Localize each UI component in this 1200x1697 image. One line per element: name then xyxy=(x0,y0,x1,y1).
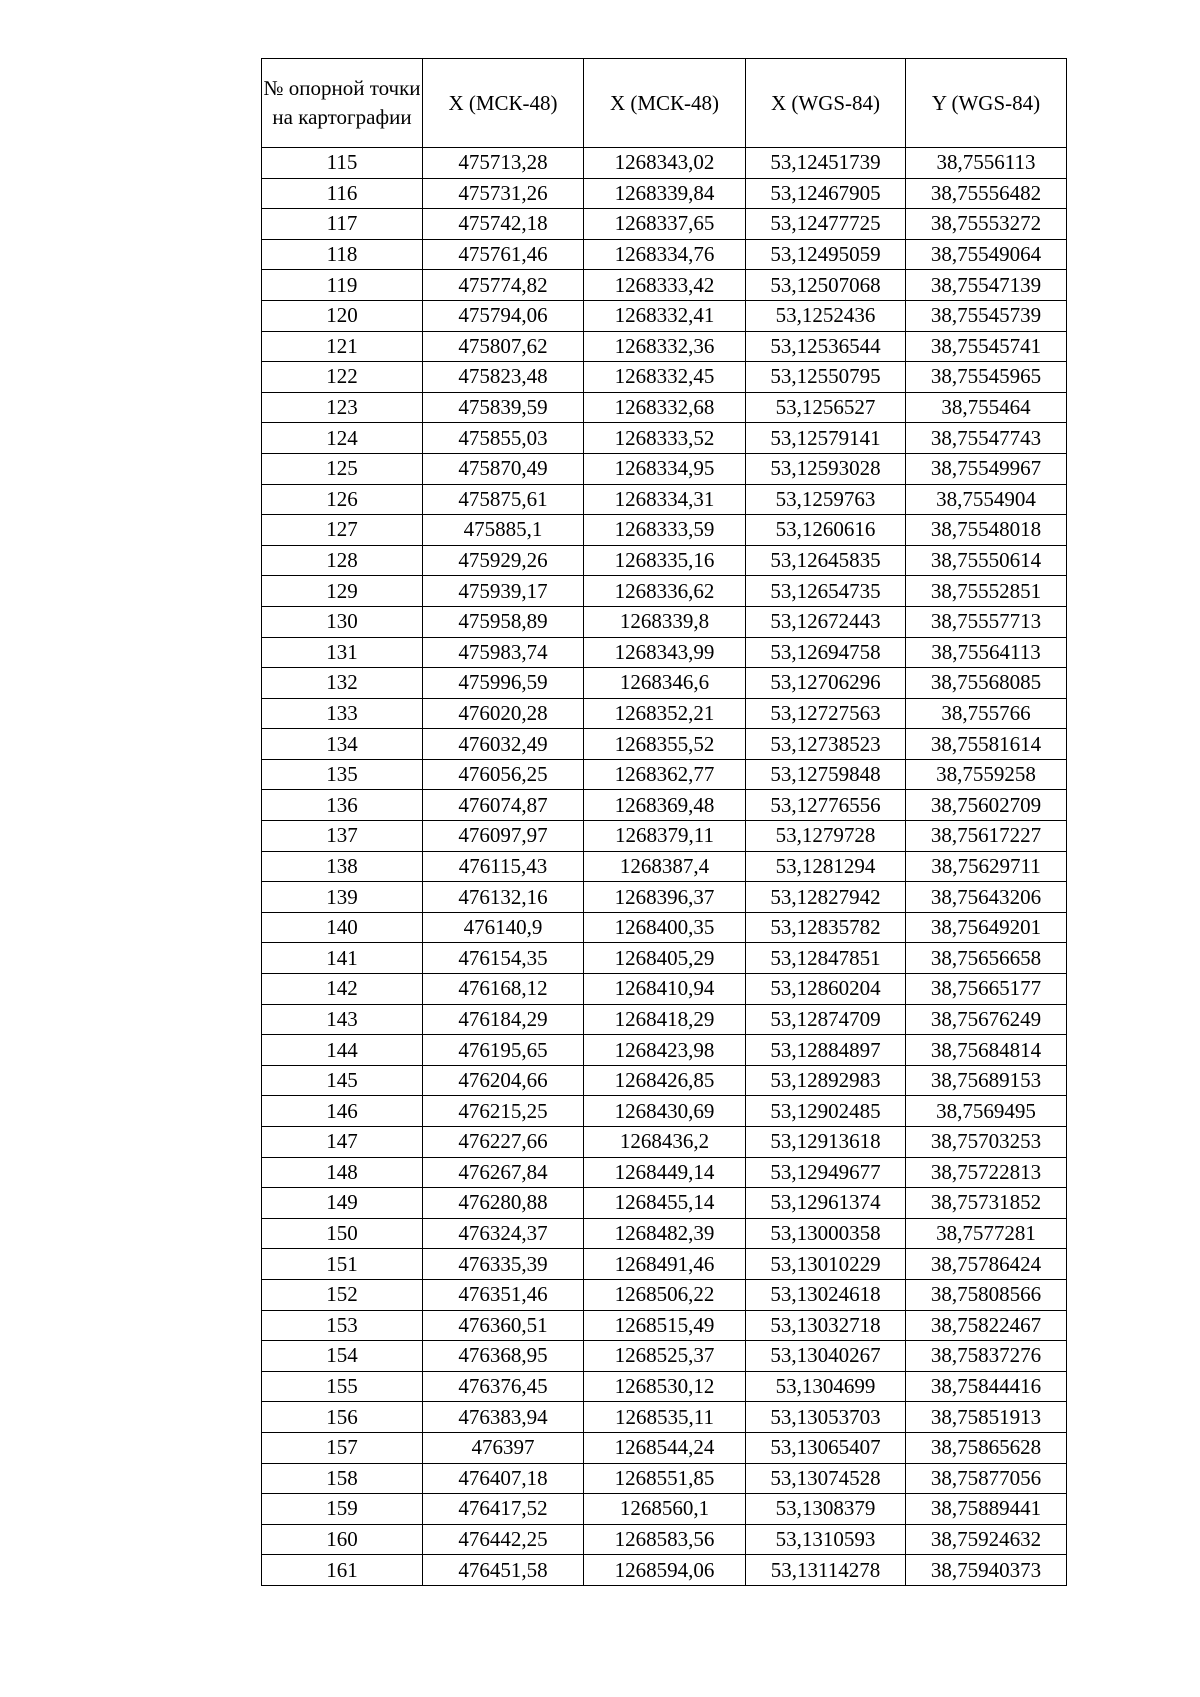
cell-point-number: 145 xyxy=(262,1065,423,1096)
table-row xyxy=(262,362,1067,393)
cell-x-msk48-second: 1268560,1 xyxy=(584,1494,746,1525)
table-row xyxy=(262,148,1067,179)
table-row xyxy=(262,484,1067,515)
cell-point-number: 152 xyxy=(262,1279,423,1310)
cell-x-msk48-second: 1268400,35 xyxy=(584,912,746,943)
table-row xyxy=(262,851,1067,882)
cell-x-wgs84: 53,13000358 xyxy=(746,1218,906,1249)
table-row xyxy=(262,1127,1067,1158)
cell-x-msk48: 476168,12 xyxy=(423,974,584,1005)
cell-y-wgs84: 38,75552851 xyxy=(906,576,1067,607)
cell-y-wgs84: 38,75865628 xyxy=(906,1432,1067,1463)
cell-x-wgs84: 53,12902485 xyxy=(746,1096,906,1127)
cell-x-wgs84: 53,12477725 xyxy=(746,209,906,240)
table-row xyxy=(262,1188,1067,1219)
cell-x-msk48: 476132,16 xyxy=(423,882,584,913)
cell-x-msk48: 476115,43 xyxy=(423,851,584,882)
cell-y-wgs84: 38,75643206 xyxy=(906,882,1067,913)
cell-y-wgs84: 38,7556113 xyxy=(906,148,1067,179)
table-row xyxy=(262,882,1067,913)
cell-x-msk48-second: 1268583,56 xyxy=(584,1524,746,1555)
cell-x-msk48-second: 1268343,99 xyxy=(584,637,746,668)
cell-x-wgs84: 53,13024618 xyxy=(746,1279,906,1310)
cell-y-wgs84: 38,755766 xyxy=(906,698,1067,729)
cell-y-wgs84: 38,75649201 xyxy=(906,912,1067,943)
cell-y-wgs84: 38,75822467 xyxy=(906,1310,1067,1341)
cell-x-msk48-second: 1268339,8 xyxy=(584,606,746,637)
cell-y-wgs84: 38,7554904 xyxy=(906,484,1067,515)
cell-y-wgs84: 38,755464 xyxy=(906,392,1067,423)
table-row xyxy=(262,1218,1067,1249)
cell-x-msk48: 476360,51 xyxy=(423,1310,584,1341)
cell-point-number: 121 xyxy=(262,331,423,362)
cell-y-wgs84: 38,75550614 xyxy=(906,545,1067,576)
cell-x-msk48-second: 1268506,22 xyxy=(584,1279,746,1310)
cell-point-number: 148 xyxy=(262,1157,423,1188)
cell-x-wgs84: 53,12467905 xyxy=(746,178,906,209)
cell-x-msk48: 475761,46 xyxy=(423,239,584,270)
table-row xyxy=(262,729,1067,760)
cell-x-msk48: 476074,87 xyxy=(423,790,584,821)
cell-x-msk48-second: 1268332,68 xyxy=(584,392,746,423)
cell-x-wgs84: 53,1279728 xyxy=(746,821,906,852)
cell-x-msk48-second: 1268332,41 xyxy=(584,300,746,331)
table-row xyxy=(262,1310,1067,1341)
cell-x-msk48: 475855,03 xyxy=(423,423,584,454)
table-row xyxy=(262,1463,1067,1494)
cell-x-wgs84: 53,1281294 xyxy=(746,851,906,882)
cell-x-msk48-second: 1268336,62 xyxy=(584,576,746,607)
cell-y-wgs84: 38,75808566 xyxy=(906,1279,1067,1310)
table-row xyxy=(262,606,1067,637)
table-row xyxy=(262,423,1067,454)
cell-x-msk48: 475742,18 xyxy=(423,209,584,240)
cell-x-msk48-second: 1268515,49 xyxy=(584,1310,746,1341)
cell-y-wgs84: 38,75547139 xyxy=(906,270,1067,301)
cell-x-msk48-second: 1268335,16 xyxy=(584,545,746,576)
cell-x-wgs84: 53,12706296 xyxy=(746,668,906,699)
cell-point-number: 160 xyxy=(262,1524,423,1555)
table-row xyxy=(262,759,1067,790)
cell-y-wgs84: 38,7577281 xyxy=(906,1218,1067,1249)
cell-x-wgs84: 53,1304699 xyxy=(746,1371,906,1402)
cell-x-msk48-second: 1268455,14 xyxy=(584,1188,746,1219)
cell-x-msk48: 476335,39 xyxy=(423,1249,584,1280)
cell-x-msk48: 476267,84 xyxy=(423,1157,584,1188)
cell-y-wgs84: 38,75568085 xyxy=(906,668,1067,699)
cell-point-number: 125 xyxy=(262,453,423,484)
cell-x-wgs84: 53,1308379 xyxy=(746,1494,906,1525)
table-row xyxy=(262,300,1067,331)
cell-y-wgs84: 38,75844416 xyxy=(906,1371,1067,1402)
cell-x-wgs84: 53,12593028 xyxy=(746,453,906,484)
table-row xyxy=(262,1555,1067,1586)
table-header xyxy=(262,59,1067,148)
cell-point-number: 158 xyxy=(262,1463,423,1494)
cell-point-number: 151 xyxy=(262,1249,423,1280)
cell-y-wgs84: 38,75557713 xyxy=(906,606,1067,637)
cell-x-wgs84: 53,12759848 xyxy=(746,759,906,790)
table-row xyxy=(262,392,1067,423)
table-row xyxy=(262,943,1067,974)
cell-x-msk48-second: 1268426,85 xyxy=(584,1065,746,1096)
table-row xyxy=(262,239,1067,270)
cell-point-number: 116 xyxy=(262,178,423,209)
cell-x-wgs84: 53,13032718 xyxy=(746,1310,906,1341)
cell-y-wgs84: 38,75703253 xyxy=(906,1127,1067,1158)
cell-x-msk48: 475983,74 xyxy=(423,637,584,668)
cell-point-number: 130 xyxy=(262,606,423,637)
cell-x-wgs84: 53,12579141 xyxy=(746,423,906,454)
cell-x-msk48: 475870,49 xyxy=(423,453,584,484)
table-row xyxy=(262,576,1067,607)
cell-point-number: 144 xyxy=(262,1035,423,1066)
cell-x-wgs84: 53,12892983 xyxy=(746,1065,906,1096)
table-row xyxy=(262,515,1067,546)
cell-y-wgs84: 38,75549064 xyxy=(906,239,1067,270)
cell-y-wgs84: 38,75545741 xyxy=(906,331,1067,362)
cell-x-msk48-second: 1268491,46 xyxy=(584,1249,746,1280)
cell-x-msk48-second: 1268544,24 xyxy=(584,1432,746,1463)
cell-y-wgs84: 38,7569495 xyxy=(906,1096,1067,1127)
cell-x-wgs84: 53,12835782 xyxy=(746,912,906,943)
table-row xyxy=(262,698,1067,729)
cell-point-number: 129 xyxy=(262,576,423,607)
cell-x-wgs84: 53,12884897 xyxy=(746,1035,906,1066)
cell-x-msk48: 476184,29 xyxy=(423,1004,584,1035)
cell-x-msk48-second: 1268339,84 xyxy=(584,178,746,209)
cell-x-wgs84: 53,12961374 xyxy=(746,1188,906,1219)
cell-x-msk48-second: 1268482,39 xyxy=(584,1218,746,1249)
cell-x-wgs84: 53,12949677 xyxy=(746,1157,906,1188)
coordinates-table xyxy=(261,58,1067,1586)
cell-x-msk48-second: 1268369,48 xyxy=(584,790,746,821)
cell-x-msk48: 475875,61 xyxy=(423,484,584,515)
cell-point-number: 147 xyxy=(262,1127,423,1158)
cell-point-number: 150 xyxy=(262,1218,423,1249)
cell-x-wgs84: 53,12874709 xyxy=(746,1004,906,1035)
cell-x-wgs84: 53,13040267 xyxy=(746,1341,906,1372)
cell-point-number: 149 xyxy=(262,1188,423,1219)
table-row xyxy=(262,545,1067,576)
cell-y-wgs84: 38,75656658 xyxy=(906,943,1067,974)
cell-x-msk48: 476442,25 xyxy=(423,1524,584,1555)
cell-point-number: 136 xyxy=(262,790,423,821)
cell-x-wgs84: 53,1260616 xyxy=(746,515,906,546)
table-body xyxy=(262,148,1067,1586)
cell-x-msk48: 476215,25 xyxy=(423,1096,584,1127)
cell-x-msk48: 476376,45 xyxy=(423,1371,584,1402)
cell-x-wgs84: 53,12727563 xyxy=(746,698,906,729)
cell-x-msk48-second: 1268405,29 xyxy=(584,943,746,974)
cell-y-wgs84: 38,75547743 xyxy=(906,423,1067,454)
cell-x-msk48-second: 1268396,37 xyxy=(584,882,746,913)
cell-point-number: 143 xyxy=(262,1004,423,1035)
cell-y-wgs84: 38,75851913 xyxy=(906,1402,1067,1433)
cell-y-wgs84: 38,75553272 xyxy=(906,209,1067,240)
table-row xyxy=(262,668,1067,699)
cell-point-number: 128 xyxy=(262,545,423,576)
cell-x-msk48: 476032,49 xyxy=(423,729,584,760)
cell-point-number: 119 xyxy=(262,270,423,301)
cell-x-wgs84: 53,12738523 xyxy=(746,729,906,760)
cell-x-msk48-second: 1268594,06 xyxy=(584,1555,746,1586)
cell-x-msk48: 476154,35 xyxy=(423,943,584,974)
cell-y-wgs84: 38,75689153 xyxy=(906,1065,1067,1096)
cell-point-number: 159 xyxy=(262,1494,423,1525)
cell-point-number: 115 xyxy=(262,148,423,179)
cell-x-msk48: 475713,28 xyxy=(423,148,584,179)
cell-x-wgs84: 53,12645835 xyxy=(746,545,906,576)
cell-y-wgs84: 38,75549967 xyxy=(906,453,1067,484)
cell-x-msk48: 475885,1 xyxy=(423,515,584,546)
cell-x-msk48-second: 1268352,21 xyxy=(584,698,746,729)
cell-y-wgs84: 38,75581614 xyxy=(906,729,1067,760)
cell-y-wgs84: 38,75602709 xyxy=(906,790,1067,821)
table-row xyxy=(262,1402,1067,1433)
cell-point-number: 156 xyxy=(262,1402,423,1433)
cell-x-wgs84: 53,13074528 xyxy=(746,1463,906,1494)
cell-x-wgs84: 53,1310593 xyxy=(746,1524,906,1555)
cell-x-wgs84: 53,12860204 xyxy=(746,974,906,1005)
cell-x-msk48: 475939,17 xyxy=(423,576,584,607)
cell-x-msk48-second: 1268333,59 xyxy=(584,515,746,546)
cell-y-wgs84: 38,75877056 xyxy=(906,1463,1067,1494)
cell-x-wgs84: 53,12913618 xyxy=(746,1127,906,1158)
header-point-number: № опорной точки на картографии xyxy=(262,59,423,148)
cell-x-msk48: 476140,9 xyxy=(423,912,584,943)
cell-x-msk48: 476351,46 xyxy=(423,1279,584,1310)
cell-x-msk48-second: 1268332,45 xyxy=(584,362,746,393)
cell-point-number: 123 xyxy=(262,392,423,423)
cell-x-msk48-second: 1268387,4 xyxy=(584,851,746,882)
table-row xyxy=(262,1096,1067,1127)
cell-x-wgs84: 53,1252436 xyxy=(746,300,906,331)
cell-x-wgs84: 53,1259763 xyxy=(746,484,906,515)
table-row xyxy=(262,1524,1067,1555)
table-row xyxy=(262,637,1067,668)
cell-y-wgs84: 38,75564113 xyxy=(906,637,1067,668)
table-row xyxy=(262,1341,1067,1372)
cell-x-msk48: 475774,82 xyxy=(423,270,584,301)
cell-x-wgs84: 53,12451739 xyxy=(746,148,906,179)
cell-x-msk48: 476397 xyxy=(423,1432,584,1463)
table-row xyxy=(262,1279,1067,1310)
cell-x-msk48: 475794,06 xyxy=(423,300,584,331)
table-row xyxy=(262,1157,1067,1188)
cell-x-msk48-second: 1268334,31 xyxy=(584,484,746,515)
table-row xyxy=(262,209,1067,240)
cell-x-msk48: 476280,88 xyxy=(423,1188,584,1219)
cell-y-wgs84: 38,75837276 xyxy=(906,1341,1067,1372)
cell-y-wgs84: 38,75940373 xyxy=(906,1555,1067,1586)
cell-point-number: 118 xyxy=(262,239,423,270)
cell-x-msk48: 476020,28 xyxy=(423,698,584,729)
cell-x-wgs84: 53,1256527 xyxy=(746,392,906,423)
cell-x-msk48: 476407,18 xyxy=(423,1463,584,1494)
cell-point-number: 157 xyxy=(262,1432,423,1463)
cell-x-msk48-second: 1268379,11 xyxy=(584,821,746,852)
cell-x-msk48: 476451,58 xyxy=(423,1555,584,1586)
cell-x-msk48-second: 1268346,6 xyxy=(584,668,746,699)
header-y-wgs84: Y (WGS-84) xyxy=(906,59,1067,148)
cell-y-wgs84: 38,75545965 xyxy=(906,362,1067,393)
header-x-wgs84: X (WGS-84) xyxy=(746,59,906,148)
cell-y-wgs84: 38,75786424 xyxy=(906,1249,1067,1280)
cell-x-msk48: 476324,37 xyxy=(423,1218,584,1249)
cell-x-msk48: 475731,26 xyxy=(423,178,584,209)
cell-y-wgs84: 38,75617227 xyxy=(906,821,1067,852)
cell-x-msk48-second: 1268423,98 xyxy=(584,1035,746,1066)
cell-x-msk48: 475807,62 xyxy=(423,331,584,362)
cell-x-wgs84: 53,12536544 xyxy=(746,331,906,362)
table-row xyxy=(262,790,1067,821)
cell-x-wgs84: 53,13065407 xyxy=(746,1432,906,1463)
cell-point-number: 132 xyxy=(262,668,423,699)
cell-x-msk48-second: 1268343,02 xyxy=(584,148,746,179)
cell-point-number: 127 xyxy=(262,515,423,546)
cell-x-msk48-second: 1268355,52 xyxy=(584,729,746,760)
cell-point-number: 133 xyxy=(262,698,423,729)
cell-y-wgs84: 38,75924632 xyxy=(906,1524,1067,1555)
cell-point-number: 155 xyxy=(262,1371,423,1402)
cell-y-wgs84: 38,75556482 xyxy=(906,178,1067,209)
cell-x-msk48: 475958,89 xyxy=(423,606,584,637)
cell-x-msk48-second: 1268333,42 xyxy=(584,270,746,301)
cell-y-wgs84: 38,75629711 xyxy=(906,851,1067,882)
cell-point-number: 146 xyxy=(262,1096,423,1127)
cell-x-msk48-second: 1268333,52 xyxy=(584,423,746,454)
cell-point-number: 139 xyxy=(262,882,423,913)
cell-x-msk48-second: 1268535,11 xyxy=(584,1402,746,1433)
cell-point-number: 120 xyxy=(262,300,423,331)
cell-y-wgs84: 38,75548018 xyxy=(906,515,1067,546)
cell-point-number: 142 xyxy=(262,974,423,1005)
cell-x-msk48-second: 1268332,36 xyxy=(584,331,746,362)
cell-y-wgs84: 38,75676249 xyxy=(906,1004,1067,1035)
table-row xyxy=(262,1004,1067,1035)
cell-x-wgs84: 53,12654735 xyxy=(746,576,906,607)
cell-x-msk48-second: 1268525,37 xyxy=(584,1341,746,1372)
table-row xyxy=(262,821,1067,852)
cell-x-msk48: 476227,66 xyxy=(423,1127,584,1158)
cell-x-msk48: 475823,48 xyxy=(423,362,584,393)
cell-y-wgs84: 38,75684814 xyxy=(906,1035,1067,1066)
cell-x-msk48: 476056,25 xyxy=(423,759,584,790)
cell-point-number: 117 xyxy=(262,209,423,240)
cell-point-number: 138 xyxy=(262,851,423,882)
cell-x-msk48: 475996,59 xyxy=(423,668,584,699)
cell-x-wgs84: 53,12694758 xyxy=(746,637,906,668)
table-row xyxy=(262,1494,1067,1525)
cell-x-msk48: 476097,97 xyxy=(423,821,584,852)
cell-point-number: 131 xyxy=(262,637,423,668)
cell-x-wgs84: 53,12672443 xyxy=(746,606,906,637)
cell-x-msk48-second: 1268362,77 xyxy=(584,759,746,790)
table-row xyxy=(262,270,1067,301)
cell-x-msk48-second: 1268410,94 xyxy=(584,974,746,1005)
cell-x-wgs84: 53,12827942 xyxy=(746,882,906,913)
cell-x-msk48-second: 1268334,76 xyxy=(584,239,746,270)
cell-x-msk48: 476195,65 xyxy=(423,1035,584,1066)
cell-x-msk48-second: 1268430,69 xyxy=(584,1096,746,1127)
cell-x-msk48-second: 1268418,29 xyxy=(584,1004,746,1035)
cell-x-msk48: 475839,59 xyxy=(423,392,584,423)
cell-point-number: 161 xyxy=(262,1555,423,1586)
cell-y-wgs84: 38,75889441 xyxy=(906,1494,1067,1525)
cell-x-msk48-second: 1268334,95 xyxy=(584,453,746,484)
table-row xyxy=(262,1035,1067,1066)
cell-x-msk48-second: 1268530,12 xyxy=(584,1371,746,1402)
table-row xyxy=(262,1432,1067,1463)
cell-x-wgs84: 53,13053703 xyxy=(746,1402,906,1433)
cell-x-wgs84: 53,12847851 xyxy=(746,943,906,974)
table-row xyxy=(262,974,1067,1005)
table-row xyxy=(262,331,1067,362)
table-row xyxy=(262,178,1067,209)
cell-x-msk48-second: 1268337,65 xyxy=(584,209,746,240)
cell-point-number: 126 xyxy=(262,484,423,515)
cell-point-number: 140 xyxy=(262,912,423,943)
cell-x-msk48: 476204,66 xyxy=(423,1065,584,1096)
cell-x-msk48-second: 1268449,14 xyxy=(584,1157,746,1188)
cell-point-number: 141 xyxy=(262,943,423,974)
cell-x-wgs84: 53,12550795 xyxy=(746,362,906,393)
cell-x-wgs84: 53,12776556 xyxy=(746,790,906,821)
cell-y-wgs84: 38,75722813 xyxy=(906,1157,1067,1188)
cell-x-msk48: 476368,95 xyxy=(423,1341,584,1372)
table-row xyxy=(262,1065,1067,1096)
header-row xyxy=(262,59,1067,148)
cell-point-number: 154 xyxy=(262,1341,423,1372)
cell-x-wgs84: 53,12495059 xyxy=(746,239,906,270)
cell-x-msk48: 476383,94 xyxy=(423,1402,584,1433)
cell-y-wgs84: 38,7559258 xyxy=(906,759,1067,790)
cell-x-wgs84: 53,12507068 xyxy=(746,270,906,301)
cell-point-number: 135 xyxy=(262,759,423,790)
cell-point-number: 153 xyxy=(262,1310,423,1341)
cell-point-number: 122 xyxy=(262,362,423,393)
cell-point-number: 124 xyxy=(262,423,423,454)
cell-x-msk48-second: 1268436,2 xyxy=(584,1127,746,1158)
cell-y-wgs84: 38,75731852 xyxy=(906,1188,1067,1219)
table-row xyxy=(262,1371,1067,1402)
cell-y-wgs84: 38,75545739 xyxy=(906,300,1067,331)
cell-x-wgs84: 53,13010229 xyxy=(746,1249,906,1280)
header-x-msk48-second: X (МСК-48) xyxy=(584,59,746,148)
table-row xyxy=(262,1249,1067,1280)
cell-x-msk48: 475929,26 xyxy=(423,545,584,576)
cell-point-number: 134 xyxy=(262,729,423,760)
cell-point-number: 137 xyxy=(262,821,423,852)
table-row xyxy=(262,453,1067,484)
cell-x-msk48-second: 1268551,85 xyxy=(584,1463,746,1494)
cell-y-wgs84: 38,75665177 xyxy=(906,974,1067,1005)
cell-x-wgs84: 53,13114278 xyxy=(746,1555,906,1586)
header-x-msk48: X (МСК-48) xyxy=(423,59,584,148)
table-row xyxy=(262,912,1067,943)
cell-x-msk48: 476417,52 xyxy=(423,1494,584,1525)
